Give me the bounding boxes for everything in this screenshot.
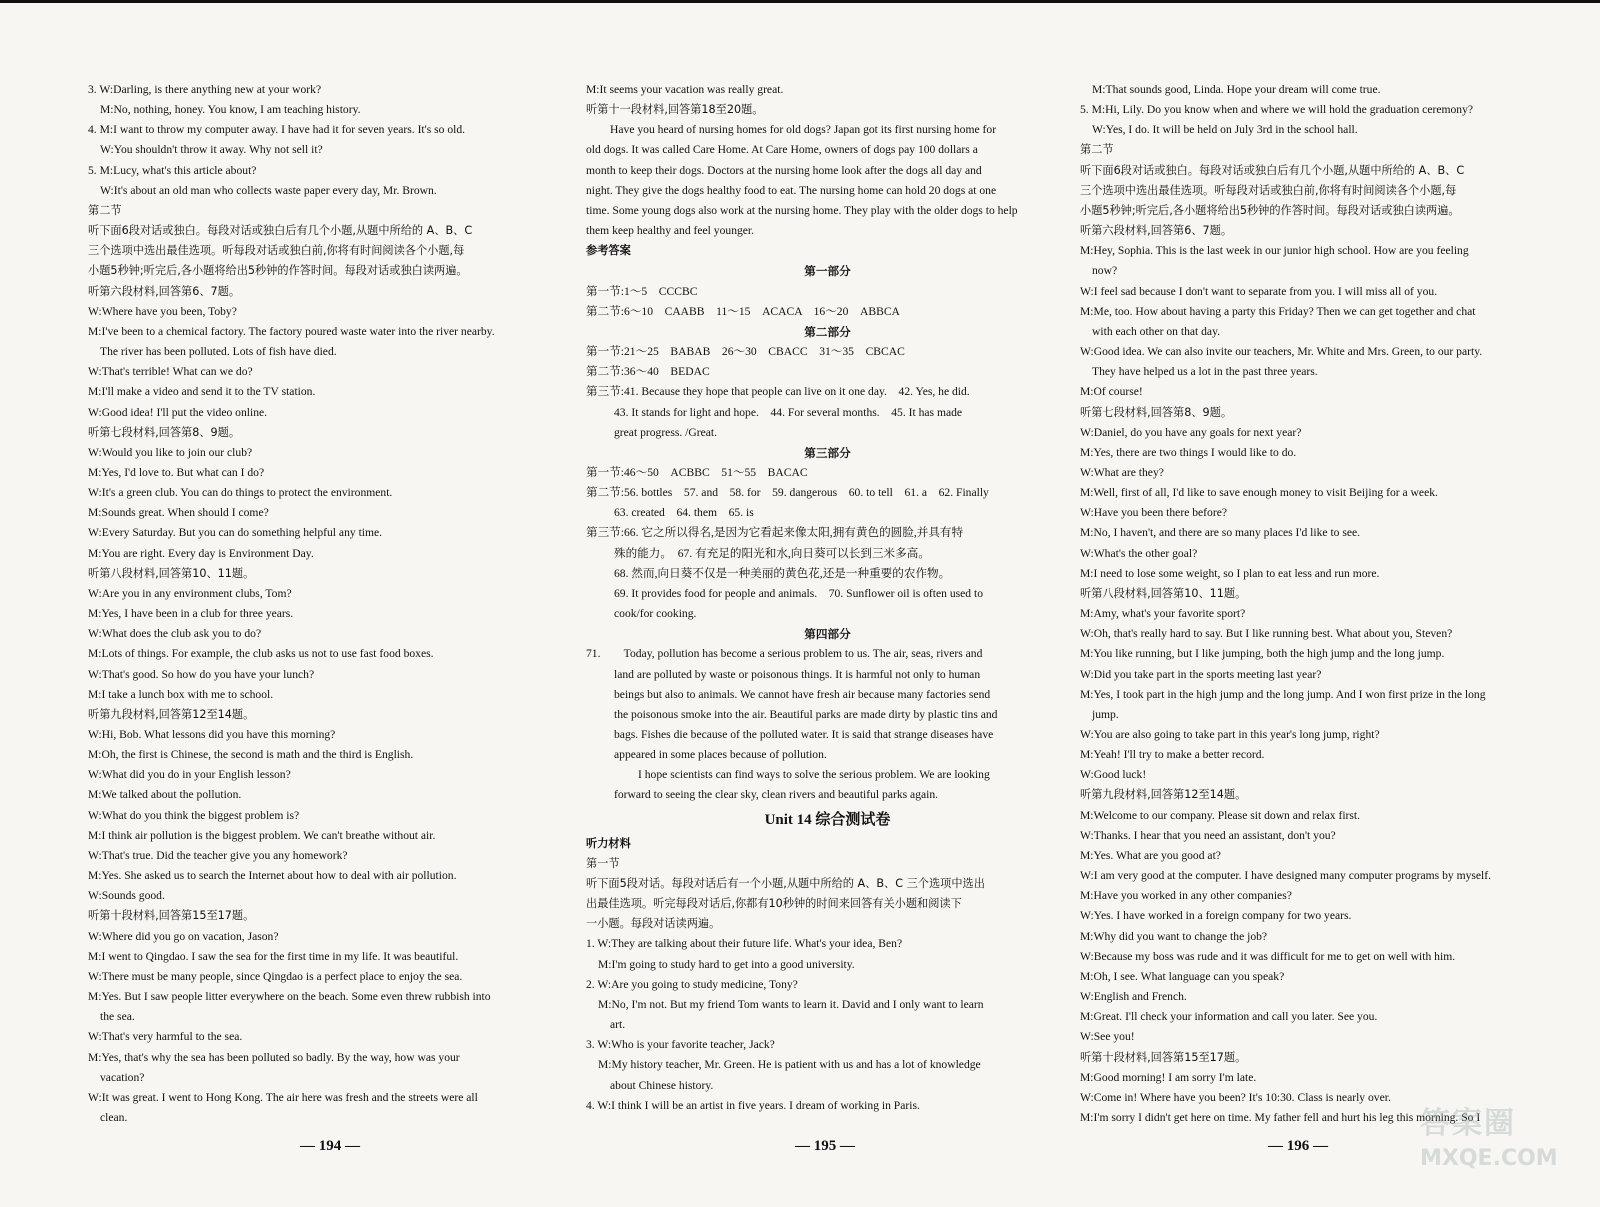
text-line: 第二节:56. bottles 57. and 58. for 59. dangerous 60. to tell 61. a 62. Finally xyxy=(586,486,989,500)
text-line: 第一部分 xyxy=(804,264,851,279)
text-line: the poisonous smoke into the air. Beautiful parks are made dirty by plastic tins and xyxy=(614,707,998,721)
text-line: M:Of course! xyxy=(1080,385,1143,399)
text-line: M:Good morning! I am sorry I'm late. xyxy=(1080,1070,1257,1084)
column-right xyxy=(1080,80,1560,1140)
page-number-middle: — 195 — xyxy=(795,1138,855,1154)
text-line: M:My history teacher, Mr. Green. He is patient with us and has a lot of knowledge xyxy=(598,1058,981,1072)
text-line: M:Yes, that's why the sea has been polluted so badly. By the way, how was your xyxy=(88,1050,460,1064)
text-line: M:Hey, Sophia. This is the last week in our junior high school. How are you feeling xyxy=(1080,244,1469,258)
text-line: W:What are they? xyxy=(1080,465,1164,479)
text-line: W:Thanks. I hear that you need an assistant, don't you? xyxy=(1080,828,1336,842)
text-line: 43. It stands for light and hope. 44. For several months. 45. It has made xyxy=(614,405,963,419)
text-line: vacation? xyxy=(100,1070,145,1084)
text-line: beings but also to animals. We cannot have fresh air because many factories send xyxy=(614,687,991,701)
text-line: W:Because my boss was rude and it was difficult for me to get on well with him. xyxy=(1080,949,1456,963)
text-line: now? xyxy=(1092,264,1118,278)
text-line: M:Welcome to our company. Please sit down and relax first. xyxy=(1080,808,1361,822)
text-line: M:I'll make a video and send it to the TV station. xyxy=(88,385,316,399)
text-line: M:Yes. She asked us to search the Internet about how to deal with air pollution. xyxy=(88,869,457,883)
text-line: I hope scientists can find ways to solve the serious problem. We are looking xyxy=(638,768,990,782)
unit-14-listening-section xyxy=(586,834,1069,1116)
text-line: M:Yes, I'd love to. But what can I do? xyxy=(88,465,265,479)
text-line: 听第六段材料,回答第6、7题。 xyxy=(88,284,241,298)
text-line: W:You are also going to take part in this year's long jump, right? xyxy=(1080,728,1380,741)
text-line: 参考答案 xyxy=(586,244,631,258)
text-line: M:Yes. But I saw people litter everywhere on the beach. Some even threw rubbish into xyxy=(88,990,491,1004)
text-line: 第二节:6～10 CAABB 11～15 ACACA 16～20 ABBCA xyxy=(586,304,900,318)
text-line: 听下面6段对话或独白。每段对话或独白后有几个小题,从题中所给的 A、B、C xyxy=(1080,163,1465,177)
text-line: W:It's a green club. You can do things to protect the environment. xyxy=(88,486,393,500)
text-line: with each other on that day. xyxy=(1092,324,1221,338)
text-line: W:Every Saturday. But you can do something helpful any time. xyxy=(88,526,383,540)
text-line: bags. Fishes die because of the polluted water. It is said that strange diseases have xyxy=(614,728,994,741)
text-line: 第二部分 xyxy=(804,324,851,339)
page-number-right: — 196 — xyxy=(1268,1138,1328,1154)
text-line: 69. It provides food for people and animals. 70. Sunflower oil is often used to xyxy=(614,586,984,600)
text-line: 5. M:Hi, Lily. Do you know when and where we will hold the graduation ceremony? xyxy=(1080,103,1474,117)
text-line: W:What does the club ask you to do? xyxy=(88,627,262,641)
column-middle xyxy=(586,80,1069,1140)
text-line: cook/for cooking. xyxy=(614,607,697,621)
text-line: W:Hi, Bob. What lessons did you have this morning? xyxy=(88,728,336,741)
text-line: W:Have you been there before? xyxy=(1080,506,1227,520)
text-line: W:Did you take part in the sports meeting last year? xyxy=(1080,667,1322,681)
text-line: 一小题。每段对话读两遍。 xyxy=(586,917,721,931)
text-line: 5. M:Lucy, what's this article about? xyxy=(88,163,257,177)
text-line: M:I've been to a chemical factory. The factory poured waste water into the river nearby. xyxy=(88,324,495,338)
text-line: W:Where did you go on vacation, Jason? xyxy=(88,929,279,943)
text-line: clean. xyxy=(100,1110,128,1124)
text-line: 第三部分 xyxy=(804,445,851,460)
text-line: 小题5秒钟;听完后,各小题将给出5秒钟的作答时间。每段对话或独白读两遍。 xyxy=(1080,203,1460,217)
text-line: W:That's very harmful to the sea. xyxy=(88,1030,243,1044)
text-line: W:What did you do in your English lesson? xyxy=(88,768,291,782)
unit-title: Unit 14 综合测试卷 xyxy=(764,811,891,828)
text-line: 63. created 64. them 65. is xyxy=(614,506,754,520)
text-line: 听第七段材料,回答第8、9题。 xyxy=(1080,405,1233,419)
watermark-bottom-text: MXQE.COM xyxy=(1420,1146,1558,1171)
text-line: 听第九段材料,回答第12至14题。 xyxy=(1080,788,1247,802)
text-line: M:Yes, there are two things I would like to do. xyxy=(1080,445,1297,459)
text-line: 第四部分 xyxy=(804,627,851,642)
text-line: W:Good idea. We can also invite our teachers, Mr. White and Mrs. Green, to our party. xyxy=(1080,345,1483,359)
top-border xyxy=(0,0,1600,3)
text-line: 第二节 xyxy=(1080,143,1114,157)
text-line: 2. W:Are you going to study medicine, Tony? xyxy=(586,977,798,991)
text-line: land are polluted by waste or poisonous things. It is harmful not only to human xyxy=(614,667,981,681)
text-line: 第二节 xyxy=(88,203,122,217)
text-line: 听第六段材料,回答第6、7题。 xyxy=(1080,224,1233,238)
text-line: 71. Today, pollution has become a serious problem to us. The air, seas, rivers and xyxy=(586,647,983,661)
text-line: W:Would you like to join our club? xyxy=(88,445,253,459)
text-line: M:Great. I'll check your information and call you later. See you. xyxy=(1080,1010,1378,1024)
text-line: W:Come in! Where have you been? It's 10:30. Class is nearly over. xyxy=(1080,1090,1391,1104)
text-line: W:It was great. I went to Hong Kong. The air here was fresh and the streets were all xyxy=(88,1090,478,1104)
text-line: forward to seeing the clear sky, clean rivers and beautiful parks again. xyxy=(614,788,939,802)
text-line: M:Amy, what's your favorite sport? xyxy=(1080,607,1246,621)
text-line: night. They give the dogs healthy food to eat. The nursing home can hold 20 dogs at one xyxy=(586,183,997,197)
text-line: M:That sounds good, Linda. Hope your dream will come true. xyxy=(1092,83,1381,96)
text-line: M:Oh, I see. What language can you speak? xyxy=(1080,969,1285,983)
text-line: M:Sounds great. When should I come? xyxy=(88,506,269,520)
text-line: M:I'm going to study hard to get into a good university. xyxy=(598,957,855,971)
text-line: M:You are right. Every day is Environment Day. xyxy=(88,546,314,560)
text-line: M:Oh, the first is Chinese, the second is math and the third is English. xyxy=(88,748,414,762)
text-line: M:Yes. What are you good at? xyxy=(1080,848,1221,862)
text-line: 1. W:They are talking about their future life. What's your idea, Ben? xyxy=(586,937,903,951)
text-line: W:I feel sad because I don't want to separate from you. I will miss all of you. xyxy=(1080,284,1438,298)
text-line: M:You like running, but I like jumping, both the high jump and the long jump. xyxy=(1080,647,1445,661)
text-line: M:We talked about the pollution. xyxy=(88,788,242,802)
text-line: time. Some young dogs also work at the nursing home. They play with the older dogs to help xyxy=(586,203,1018,217)
text-line: M:No, I'm not. But my friend Tom wants to learn it. David and I only want to learn xyxy=(598,997,984,1011)
text-line: W:You shouldn't throw it away. Why not sell it? xyxy=(100,143,323,157)
text-line: W:Daniel, do you have any goals for next year? xyxy=(1080,425,1302,439)
text-line: M:Have you worked in any other companies? xyxy=(1080,889,1292,903)
text-line: W:Oh, that's really hard to say. But I like running best. What about you, Steven? xyxy=(1080,627,1453,641)
text-line: 第一节:1～5 CCCBC xyxy=(586,284,698,298)
text-line: W:Are you in any environment clubs, Tom? xyxy=(88,586,292,600)
text-line: M:Yes, I took part in the high jump and the long jump. And I won first prize in the long xyxy=(1080,687,1486,701)
text-line: 听第十一段材料,回答第18至20题。 xyxy=(586,103,764,117)
text-line: 3. W:Who is your favorite teacher, Jack? xyxy=(586,1038,775,1052)
text-line: M:Lots of things. For example, the club asks us not to use fast food boxes. xyxy=(88,647,434,661)
text-line: W:I am very good at the computer. I have designed many computer programs by myself. xyxy=(1080,869,1492,883)
text-line: jump. xyxy=(1092,707,1119,721)
text-line: W:See you! xyxy=(1080,1030,1135,1044)
text-line: 听第八段材料,回答第10、11题。 xyxy=(1080,586,1247,600)
text-line: month to keep their dogs. Doctors at the nursing home look after the dogs all day and xyxy=(586,163,982,177)
text-line: 出最佳选项。听完每段对话后,你都有10秒钟的时间来回答有关小题和阅读下 xyxy=(586,897,962,911)
text-line: 听第八段材料,回答第10、11题。 xyxy=(88,566,255,580)
text-line: M:Yeah! I'll try to make a better record. xyxy=(1080,748,1265,762)
text-line: the sea. xyxy=(100,1010,135,1024)
column-left xyxy=(88,80,578,1140)
text-line: 第一节 xyxy=(586,856,620,870)
text-line: M:No, nothing, honey. You know, I am teaching history. xyxy=(100,103,361,117)
text-line: W:There must be many people, since Qingdao is a perfect place to enjoy the sea. xyxy=(88,969,463,983)
text-line: M:I think air pollution is the biggest problem. We can't breathe without air. xyxy=(88,828,436,842)
text-line: 听第七段材料,回答第8、9题。 xyxy=(88,425,241,439)
text-line: M:I need to lose some weight, so I plan to eat less and run more. xyxy=(1080,566,1380,580)
watermark-top-text: 答案圈 xyxy=(1420,1106,1516,1141)
text-line: 4. W:I think I will be an artist in five years. I dream of working in Paris. xyxy=(586,1098,920,1112)
text-line: M:Yes, I have been in a club for three years. xyxy=(88,607,294,621)
text-line: 第一节:46～50 ACBBC 51～55 BACAC xyxy=(586,465,808,479)
text-line: M:Me, too. How about having a party this Friday? Then we can get together and chat xyxy=(1080,304,1476,318)
text-line: 殊的能力。 67. 有充足的阳光和水,向日葵可以长到三米多高。 xyxy=(614,546,930,560)
text-line: W:That's terrible! What can we do? xyxy=(88,365,253,379)
text-line: They have helped us a lot in the past three years. xyxy=(1092,365,1318,379)
text-line: 听第十段材料,回答第15至17题。 xyxy=(88,909,255,923)
text-line: Have you heard of nursing homes for old dogs? Japan got its first nursing home for xyxy=(610,123,997,137)
text-line: 第一节:21～25 BABAB 26～30 CBACC 31～35 CBCAC xyxy=(586,345,905,359)
text-line: M:No, I haven't, and there are so many places I'd like to see. xyxy=(1080,526,1361,540)
text-line: W:Yes. I have worked in a foreign company for two years. xyxy=(1080,909,1352,923)
watermark-logo xyxy=(1420,1098,1590,1198)
text-line: W:Sounds good. xyxy=(88,889,165,903)
text-line: 4. M:I want to throw my computer away. I have had it for seven years. It's so old. xyxy=(88,123,466,137)
text-line: great progress. /Great. xyxy=(614,425,718,439)
text-line: 3. W:Darling, is there anything new at your work? xyxy=(88,83,322,96)
text-line: W:It's about an old man who collects waste paper every day, Mr. Brown. xyxy=(100,183,437,197)
text-line: W:That's good. So how do you have your lunch? xyxy=(88,667,315,681)
text-line: 小题5秒钟;听完后,各小题将给出5秒钟的作答时间。每段对话或独白读两遍。 xyxy=(88,264,468,278)
text-line: M:I went to Qingdao. I saw the sea for the first time in my life. It was beautiful. xyxy=(88,949,459,963)
answer-key-section xyxy=(586,80,1069,806)
text-line: 68. 然而,向日葵不仅是一种美丽的黄色花,还是一种重要的农作物。 xyxy=(614,566,951,580)
text-line: 听下面5段对话。每段对话后有一个小题,从题中所给的 A、B、C 三个选项中选出 xyxy=(586,876,985,890)
text-line: appeared in some places because of pollution. xyxy=(614,748,827,762)
text-line: W:That's true. Did the teacher give you any homework? xyxy=(88,848,348,862)
text-line: W:Good idea! I'll put the video online. xyxy=(88,405,268,419)
text-line: art. xyxy=(610,1018,626,1032)
text-line: M:I take a lunch box with me to school. xyxy=(88,687,274,701)
text-line: W:What do you think the biggest problem is? xyxy=(88,808,300,822)
text-line: 第二节:36～40 BEDAC xyxy=(586,365,710,379)
text-line: them keep healthy and feel younger. xyxy=(586,224,755,238)
text-line: 听第九段材料,回答第12至14题。 xyxy=(88,707,255,721)
text-line: The river has been polluted. Lots of fish have died. xyxy=(100,345,337,359)
text-line: M:I'm sorry I didn't get here on time. My father fell and hurt his leg this morning. So I xyxy=(1080,1110,1481,1124)
text-line: M:Why did you want to change the job? xyxy=(1080,929,1268,943)
text-line: W:What's the other goal? xyxy=(1080,546,1198,560)
text-line: 第三节:66. 它之所以得名,是因为它看起来像太阳,拥有黄色的圆脸,并具有特 xyxy=(586,526,964,540)
text-line: M:It seems your vacation was really great. xyxy=(586,83,784,96)
text-line: W:Where have you been, Toby? xyxy=(88,304,237,318)
text-line: 三个选项中选出最佳选项。听每段对话或独白前,你将有时间阅读各个小题,每 xyxy=(1080,183,1457,197)
page-number-left: — 194 — xyxy=(300,1138,360,1154)
text-line: 听力材料 xyxy=(586,836,631,850)
text-line: W:Good luck! xyxy=(1080,768,1147,782)
text-line: 三个选项中选出最佳选项。听每段对话或独白前,你将有时间阅读各个小题,每 xyxy=(88,244,465,258)
text-line: 听下面6段对话或独白。每段对话或独白后有几个小题,从题中所给的 A、B、C xyxy=(88,224,473,238)
text-line: about Chinese history. xyxy=(610,1078,714,1092)
text-line: 第三节:41. Because they hope that people can live on it one day. 42. Yes, he did. xyxy=(586,385,970,399)
text-line: M:Well, first of all, I'd like to save enough money to visit Beijing for a week. xyxy=(1080,486,1438,500)
text-line: 听第十段材料,回答第15至17题。 xyxy=(1080,1050,1247,1064)
text-line: W:Yes, I do. It will be held on July 3rd in the school hall. xyxy=(1092,123,1358,137)
text-line: W:English and French. xyxy=(1080,990,1187,1004)
text-line: old dogs. It was called Care Home. At Care Home, owners of dogs pay 100 dollars a xyxy=(586,143,978,157)
